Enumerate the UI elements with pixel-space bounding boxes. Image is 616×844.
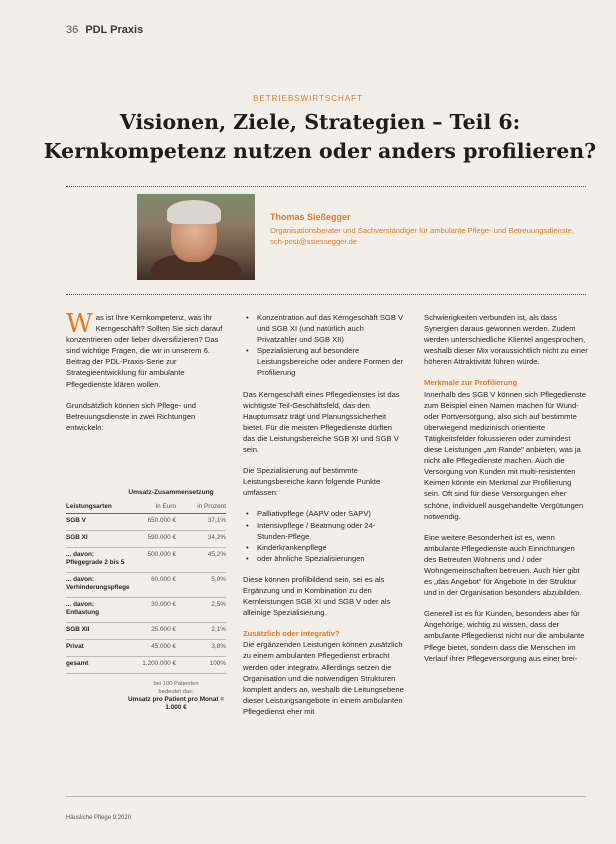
subheading: Zusätzlich oder integrativ? [243, 629, 340, 639]
title-line-2: Kernkompetenz nutzen oder anders profilieren? [43, 139, 597, 163]
column-header: in Euro [155, 503, 176, 510]
column-3 [424, 312, 588, 674]
paragraph: Die Spezialisierung auf bestimmte Leistungsbereiche kann folgende Punkte umfassen: [243, 466, 381, 498]
table-row: ... davon: Pflegegrade 2 bis 5 500.000 € 45,2% [66, 548, 226, 573]
list-item: • Konzentration auf das Kerngeschäft SGB V und SGB XI (und natürlich auch Privatzahler und SGB XII) [243, 312, 405, 345]
paragraph: Generell ist es für Kunden, besonders aber für Angehörige, wichtig zu wissen, dass der ambulante Pflegedienst nicht nur die ambulante Pflege bietet, sondern dass die Menschen im Verlauf ihrer Pflegeversorgung aus einer brei- [424, 609, 585, 663]
column-header: Leistungsarten [66, 503, 112, 510]
intro-paragraph: Was ist Ihre Kernkompetenz, was ihr Kerngeschäft? Sollten Sie sich darauf konzentrieren oder lieber diversifizieren? Das sind wichtige Fragen, die wir in unserem 6. Beitrag der PDL-Praxis-Serie zur Strategieentwicklung für ambulante Pflegedienste klären wollen. [66, 309, 223, 389]
author-bio: Organisationsberater und Sachverständiger für ambulante Pflege- und Betreuungsdienste, sch-post@ssiessegger.de [270, 226, 574, 246]
section-name: PDL Praxis [85, 24, 144, 36]
column-1 [66, 309, 228, 443]
paragraph: Eine weitere Besonderheit ist es, wenn ambulante Pflegedienste auch Einrichtungen des Betreuten Wohnens und / oder Wohngemeinschaften betreuen. Auch hier gibt es „das Angebot“ für Angebote in der Struktur und in der Organisation besonders abzubilden. [424, 532, 582, 598]
list-item: • Spezialisierung auf besondere Leistungsbereiche oder andere Formen der Profilierung [243, 345, 405, 378]
paragraph: Die ergänzenden Leistungen können zusätzlich zu einem ambulanten Pflegedienst erbracht werden oder integrativ. Allerdings setzen die Organisation und die notwendigen Strukturen komplett anders an, weshalb die Leitungsebene dieser Leistungsangebote in einem ambulanten Pflegedienst eher mit [243, 640, 404, 716]
table-row: Privat 45.000 € 3,8% [66, 640, 226, 657]
table-footnote: bei 100 Patienten bedeutet das: Umsatz pro Patient pro Monat = 1.000 € [127, 681, 225, 711]
list-item: • Kinderkrankenpflege [243, 542, 405, 553]
page-footer: Häusliche Pflege 9.2020 [66, 815, 132, 821]
divider-top [66, 186, 586, 187]
table-heading: Umsatz-Zusammensetzung [128, 489, 214, 496]
table-header-row [66, 503, 226, 514]
table-row: SGB V 650.000 € 37,1% [66, 514, 226, 531]
page-number: 36 [66, 24, 79, 36]
paragraph: Diese können profilbildend sein, sei es als Ergänzung und in Kombination zu den Kernleistungen SGB XI und SGB V oder als alleinige Spezialisierung. [243, 574, 391, 618]
list-item: • Intensivpflege / Beatmung oder 24-Stunden-Pflege [243, 520, 405, 542]
article-kicker: BETRIEBSWIRTSCHAFT [253, 94, 363, 103]
running-header [66, 24, 143, 36]
table-row: SGB XII 25.000 € 2,1% [66, 623, 226, 640]
paragraph: Grundsätzlich können sich Pflege- und Betreuungsdienste in zwei Richtungen entwickeln: [66, 400, 197, 432]
revenue-table [66, 488, 226, 712]
bullet-list [243, 508, 405, 563]
paragraph: Innerhalb des SGB V können sich Pflegedienste zum Beispiel einen Namen machen für Wund- oder Portversorgung, also sich auf bestimmte überwiegend medizinisch orientierte Tätigkeitsfelder fokussieren oder zumindest diese Leistungen „am Rande" anbieten, was ja nicht alle Pflegedienste machen. Auch die Versorgung von Kunden mit multi-resistenten Keimen könnte ein Merkmal zur Profilierung sein. Oft sind für diese Versorgungen eher schöne, individuell ausgehandelte Vergütungen notwendig. [424, 389, 587, 521]
column-header: in Prozent [197, 503, 226, 510]
author-name: Thomas Sießegger [270, 212, 351, 222]
divider-bottom [66, 294, 586, 295]
list-item: • Palliativpflege (AAPV oder SAPV) [243, 508, 405, 519]
table-row: ... davon: Entlastung 30.000 € 2,5% [66, 598, 226, 623]
author-photo [137, 194, 255, 280]
table-row: SGB XI 590.000 € 34,2% [66, 531, 226, 548]
subheading: Merkmale zur Profilierung [424, 378, 518, 388]
footer-rule [66, 796, 586, 797]
dropcap: W [66, 309, 93, 339]
table-row: ... davon: Verhinderungspflege 60.000 € 5,0% [66, 573, 226, 598]
paragraph: Schwierigkeiten verbunden ist, als dass Synergien daraus gewonnen werden. Zudem werden unterschiedliche Klientel angesprochen, weshalb dieser Mix voraussichtlich nicht zu einer höheren Attraktivität führen würde. [424, 313, 588, 367]
article-title [40, 108, 600, 166]
author-box [270, 212, 590, 247]
paragraph: Das Kerngeschäft eines Pflegedienstes ist das wichtigste Teil-Geschäftsfeld, das den Hauptumsatz trägt und Planungssicherheit bietet. Für die meisten Pflegedienste dürften das die Leistungsbereiche SGB XI und SGB V sein. [243, 389, 400, 455]
bullet-list [243, 312, 405, 379]
title-line-1: Visionen, Ziele, Strategien – Teil 6: [119, 110, 521, 134]
column-2 [243, 312, 405, 727]
table-row: gesamt 1.200.000 € 100% [66, 657, 226, 674]
list-item: • oder ähnliche Spezialisierungen [243, 553, 405, 564]
